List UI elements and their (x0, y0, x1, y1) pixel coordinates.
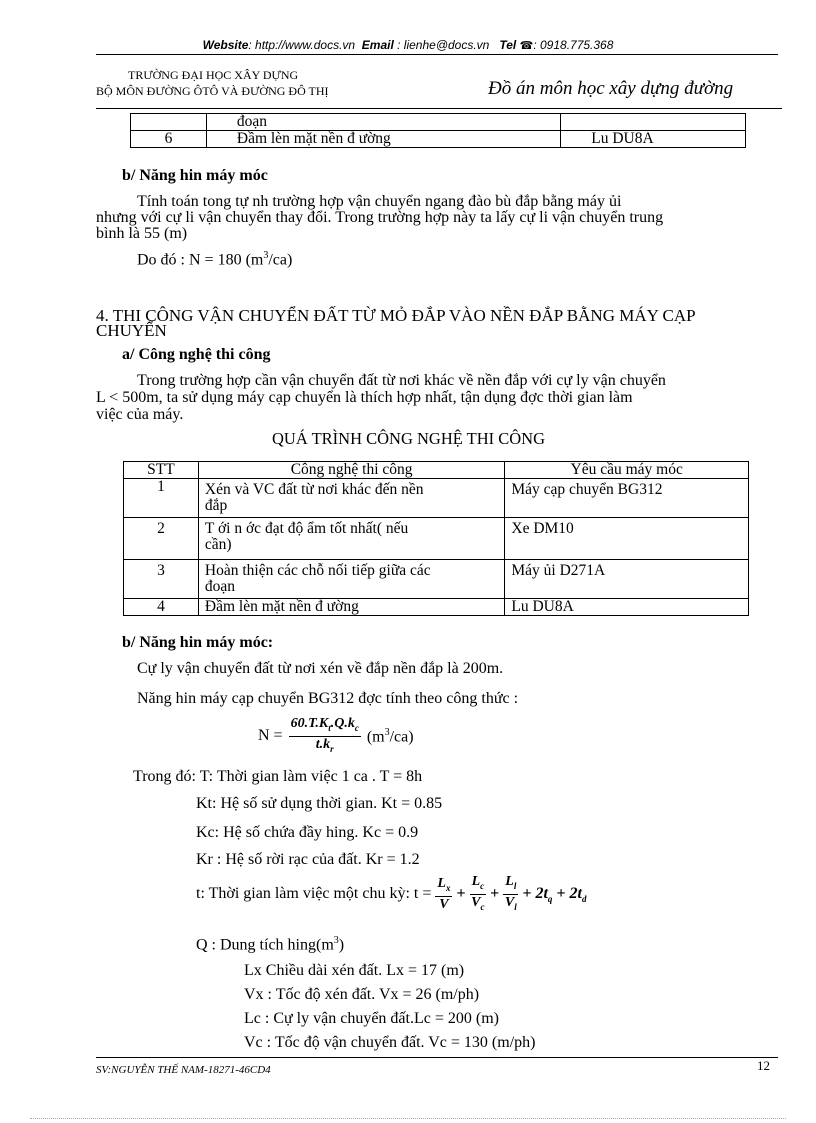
table-cell: đoạn (206, 114, 560, 131)
table-cell: T ới n ớc đạt độ ẩm tốt nhất( nếu cần) (198, 518, 504, 560)
table-cell: 4 (124, 599, 199, 616)
section4-sub-a: a/ Công nghệ thi công (122, 346, 271, 363)
paragraph-line: Kc: Hệ số chứa đầy hing. Kc = 0.9 (196, 824, 419, 841)
website-label: Website (202, 38, 249, 52)
table-header-cell: Công nghệ thi công (198, 462, 504, 479)
formula-fraction: $\frac{60.T.K_t.Q.k_c}{t.k_r}$ (290, 716, 359, 754)
table-cell: Xe DM10 (505, 518, 749, 560)
table-cell: Hoàn thiện các chỗ nối tiếp giữa các đoạn (198, 560, 504, 599)
table-cell: Xén và VC đất từ nơi khác đến nền đắp (198, 479, 504, 518)
table-header-cell: STT (124, 462, 199, 479)
header-rule-top (96, 54, 778, 55)
table-row (124, 479, 749, 518)
table-title: QUÁ TRÌNH CÔNG NGHỆ THI CÔNG (272, 429, 546, 448)
phone-icon: ☎ (519, 40, 534, 52)
paragraph-line: Cự ly vận chuyển đất từ nơi xén về đắp nền đắp là 200m. (137, 660, 504, 677)
section-b1-title: b/ Năng hin máy móc (122, 167, 268, 184)
paragraph-line: Lx Chiều dài xén đất. Lx = 17 (m) (244, 962, 465, 979)
table-row (124, 518, 749, 560)
paragraph-line: Tính toán tong tự nh trường hợp vận chuyển ngang đào bù đắp bằng máy ủi (137, 193, 622, 210)
paragraph-line: Q : Dung tích $hing(m^3)$ (196, 935, 345, 954)
footer-rule (96, 1057, 778, 1058)
formula-fraction: $\frac{L_c}{V_c}$ (471, 874, 485, 912)
table-cell: 3 (124, 560, 199, 599)
paragraph-line: bình là 55 (m) (96, 225, 188, 242)
table-cell: Máy ủi D271A (505, 560, 749, 599)
table-row (131, 114, 746, 131)
section-b2-title: b/ Năng hin máy móc: (122, 634, 274, 651)
formula-t: t: Thời gian làm việc một chu kỳ: t = $\frac{L_x}{V}$ + $\frac{L_c}{V_c}$ + $\frac{L_l}{V_l}$ + $2t_q + 2t_d$ (196, 874, 586, 915)
footer-student: SV:NGUYỄN THẾ NAM-18271-46CD4 (96, 1064, 271, 1076)
table-cell: 6 (131, 131, 207, 148)
section4-title-line1: 4. THI CÔNG VẬN CHUYỂN ĐẤT TỪ MỎ ĐẮP VÀO NỀN ĐẮP BẰNG MÁY CẠP (96, 306, 696, 325)
table-cell: 2 (124, 518, 199, 560)
header-rule-bottom (96, 108, 782, 109)
paragraph-line: Kr : Hệ số rời rạc của đất. Kr = 1.2 (196, 851, 420, 868)
paragraph-line: Năng hin máy cạp chuyển BG312 đợc tính theo công thức : (137, 690, 519, 707)
paragraph-line: nhưng với cự li vận chuyển thay đổi. Trong trường hợp này ta lấy cự li vận chuyển trung (96, 209, 664, 226)
table-header-row (124, 462, 749, 479)
paragraph-line: việc của máy. (96, 406, 184, 423)
section4-title-line2: CHUYỂN (96, 321, 167, 340)
paragraph-line: Trong đó: T: Thời gian làm việc 1 ca . T = 8h (133, 768, 423, 785)
paragraph-line: Kt: Hệ số sử dụng thời gian. Kt = 0.85 (196, 795, 443, 812)
tel-label: Tel (499, 38, 517, 52)
table-cell: Lu DU8A (505, 599, 749, 616)
paragraph-line: Lc : Cự ly vận chuyển đất.Lc = 200 (m) (244, 1010, 499, 1027)
formula-fraction: $\frac{L_l}{V_l}$ (504, 874, 517, 912)
table-cell: Đầm lèn mặt nền đ ường (206, 131, 560, 148)
table-cell (561, 114, 746, 131)
email-value[interactable]: : lienhe@docs.vn (397, 38, 490, 52)
course-title: Đồ án môn học xây dựng đường (488, 78, 734, 99)
table-row (124, 560, 749, 599)
email-label: Email (361, 38, 394, 52)
table-cell: Lu DU8A (561, 131, 746, 148)
formula-n: N = $\frac{60.T.K_t.Q.k_c}{t.k_r}$ $(m^3/ca)$ (258, 716, 414, 757)
page-number: 12 (757, 1058, 770, 1073)
table-cell (131, 114, 207, 131)
table-header-cell: Yêu cầu máy móc (505, 462, 749, 479)
result-line: Do đó : N = 180 $(m^3/ca)$ (137, 250, 293, 269)
paragraph-line: Vx : Tốc độ xén đất. Vx = 26 (m/ph) (244, 986, 480, 1003)
page-edge-divider (30, 1118, 786, 1119)
paragraph-line: L < 500m, ta sử dụng máy cạp chuyển là thích hợp nhất, tận dụng đợc thời gian làm (96, 389, 633, 406)
table-continuation (130, 113, 746, 148)
table-cell: Đầm lèn mặt nền đ ường (198, 599, 504, 616)
formula-fraction: $\frac{L_x}{V}$ (437, 875, 451, 912)
table-row (124, 599, 749, 616)
school-name: TRƯỜNG ĐẠI HỌC XÂY DỰNG (128, 68, 299, 82)
table-cell: 1 (124, 479, 199, 518)
table-cell: Máy cạp chuyển BG312 (505, 479, 749, 518)
table-row (131, 131, 746, 148)
department-name: BỘ MÔN ĐƯỜNG ÔTÔ VÀ ĐƯỜNG ĐÔ THỊ (96, 84, 329, 98)
website-value[interactable]: : http://www.docs.vn (248, 38, 356, 52)
process-table (123, 461, 749, 616)
header-contact (0, 38, 816, 52)
paragraph-line: Vc : Tốc độ vận chuyển đất. Vc = 130 (m/ph) (244, 1034, 536, 1051)
paragraph-line: Trong trường hợp cần vận chuyển đất từ nơi khác về nền đắp với cự ly vận chuyển (137, 372, 666, 389)
tel-value: : 0918.775.368 (533, 38, 614, 52)
